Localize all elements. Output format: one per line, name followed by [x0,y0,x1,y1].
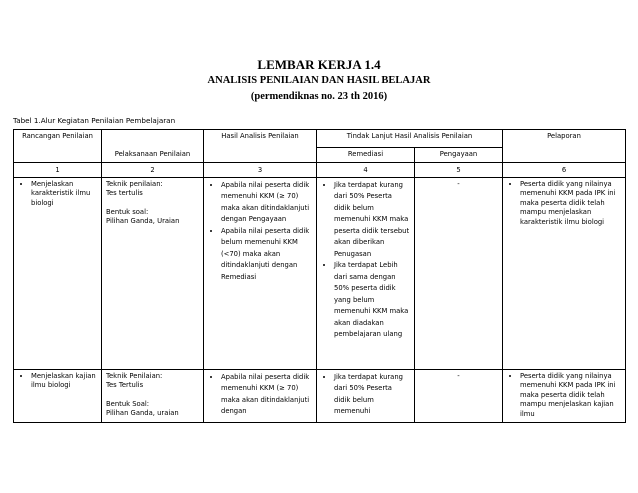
document-title: LEMBAR KERJA 1.4 [257,57,381,72]
list-item: • Peserta didik yang nilainya memenuhi KKM pada IPK ini maka peserta didik telah mampu menjelaskan karakteristik ilmu biologi [520,180,621,228]
header-pelaksanaan: Pelaksanaan Penilaian [102,130,204,163]
header-tindak-lanjut: Tindak Lanjut Hasil Analisis Penilaian [317,130,503,148]
pelaksanaan-line: Pilihan Ganda, Uraian [106,217,180,226]
rancangan-cell [14,177,102,369]
document-reference: (permendiknas no. 23 th 2016) [250,91,388,102]
list-item: • Apabila nilai peserta didik memenuhi KKM (≥ 70) maka akan ditindaklanjuti dengan Pengayaan [221,180,312,226]
pelaksanaan-cell [102,177,204,369]
column-number: 2 [102,162,204,177]
list-item: • Apabila nilai peserta didik memenuhi KKM (≥ 70) maka akan ditindaklanjuti dengan [221,372,312,418]
list-item: • Menjelaskan karakteristik ilmu biologi [31,180,97,209]
pelaksanaan-line: Bentuk Soal: [106,399,150,408]
pelaksanaan-line: Teknik Penilaian: [106,371,163,380]
header-remediasi: Remediasi [317,148,415,163]
remediasi-cell [317,369,415,422]
column-number-row [14,162,626,177]
column-number: 3 [204,162,317,177]
pengayaan-cell: - [415,369,503,422]
list-item: • Peserta didik yang nilainya memenuhi KKM pada IPK ini maka peserta didik telah mampu menjelaskan kajian ilmu [520,372,621,420]
assessment-table [13,129,626,423]
pelaksanaan-line: Teknik penilaian: [106,179,163,188]
table-caption: Tabel 1.Alur Kegiatan Penilaian Pembelajaran [13,116,176,125]
pengayaan-cell: - [415,177,503,369]
hasil-cell [204,369,317,422]
header-hasil: Hasil Analisis Penilaian [204,130,317,163]
list-item: • Menjelaskan kajian ilmu biologi [31,372,97,391]
document-subtitle: ANALISIS PENILAIAN DAN HASIL BELAJAR [207,75,431,86]
pelaksanaan-cell [102,369,204,422]
column-number: 6 [503,162,626,177]
hasil-cell [204,177,317,369]
rancangan-cell [14,369,102,422]
list-item: • Jika terdapat kurang dari 50% Peserta didik belum memenuhi KKM maka peserta didik tersebut akan diberikan Penugasan [334,180,410,261]
header-pelaporan: Pelaporan [503,130,626,163]
header-rancangan: Rancangan Penilaian [14,130,102,163]
list-item: • Apabila nilai peserta didik belum memenuhi KKM (<70) maka akan ditindaklanjuti dengan Remediasi [221,226,312,284]
column-number: 5 [415,162,503,177]
pelaporan-cell [503,369,626,422]
pelaksanaan-line: Pilihan Ganda, uraian [106,409,179,418]
remediasi-cell [317,177,415,369]
header-pengayaan: Pengayaan [415,148,503,163]
pelaksanaan-line: Tes tertulis [106,189,143,198]
table-row [14,369,626,422]
pelaporan-cell [503,177,626,369]
table-row [14,177,626,369]
list-item: • Jika terdapat kurang dari 50% Peserta didik belum memenuhi [334,372,410,418]
list-item: • Jika terdapat Lebih dari sama dengan 50% peserta didik yang belum memenuhi KKM maka akan diadakan pembelajaran ulang [334,260,410,341]
column-number: 1 [14,162,102,177]
pelaksanaan-line: Bentuk soal: [106,207,149,216]
pelaksanaan-line: Tes Tertulis [106,381,144,390]
column-number: 4 [317,162,415,177]
